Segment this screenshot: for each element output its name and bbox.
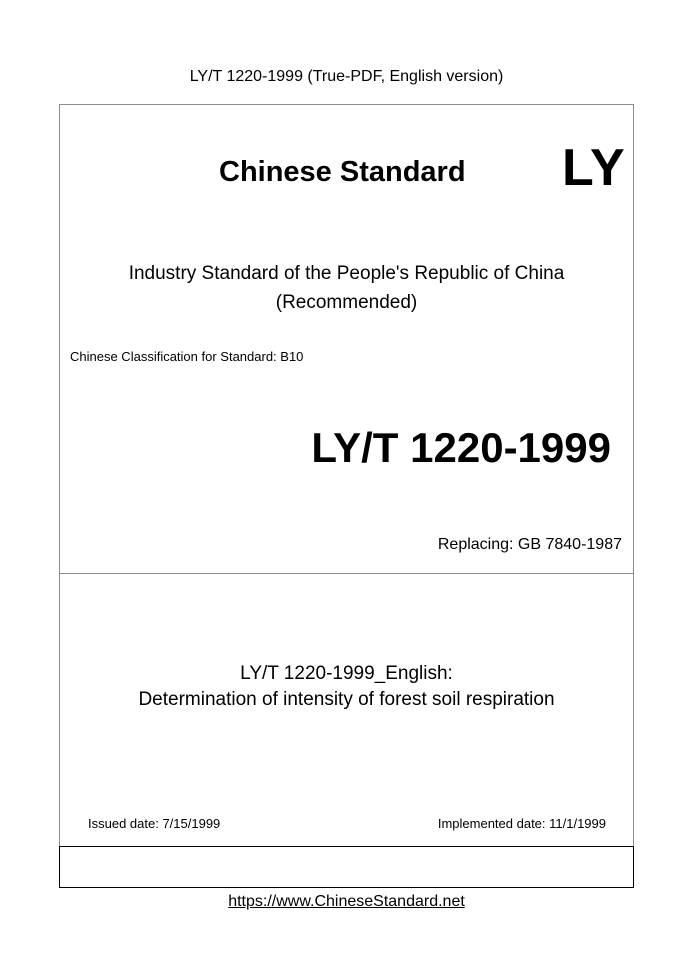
replacing-text: Replacing: GB 7840-1987 [437,536,622,553]
industry-line-2: (Recommended) [275,292,418,313]
standard-number: LY/T 1220-1999 [311,424,611,471]
cover-footer-box [59,846,634,888]
industry-standard-heading [0,259,693,317]
implemented-date: Implemented date: 11/1/1999 [437,816,606,831]
document-header-line: LY/T 1220-1999 (True-PDF, English version) [189,68,504,85]
classification-text: Chinese Classification for Standard: B10 [70,349,304,364]
document-title [0,661,693,713]
website-link-container [0,893,693,911]
industry-line-1: Industry Standard of the People's Republic of China [128,263,565,284]
title-line-1: LY/T 1220-1999_English: [240,663,453,684]
website-link[interactable]: https://www.ChineseStandard.net [228,893,465,910]
brand-title: Chinese Standard [219,156,466,188]
title-line-2: Determination of intensity of forest soil respiration [138,689,555,710]
issued-date: Issued date: 7/15/1999 [88,816,221,831]
ly-mark: LY [562,139,626,197]
